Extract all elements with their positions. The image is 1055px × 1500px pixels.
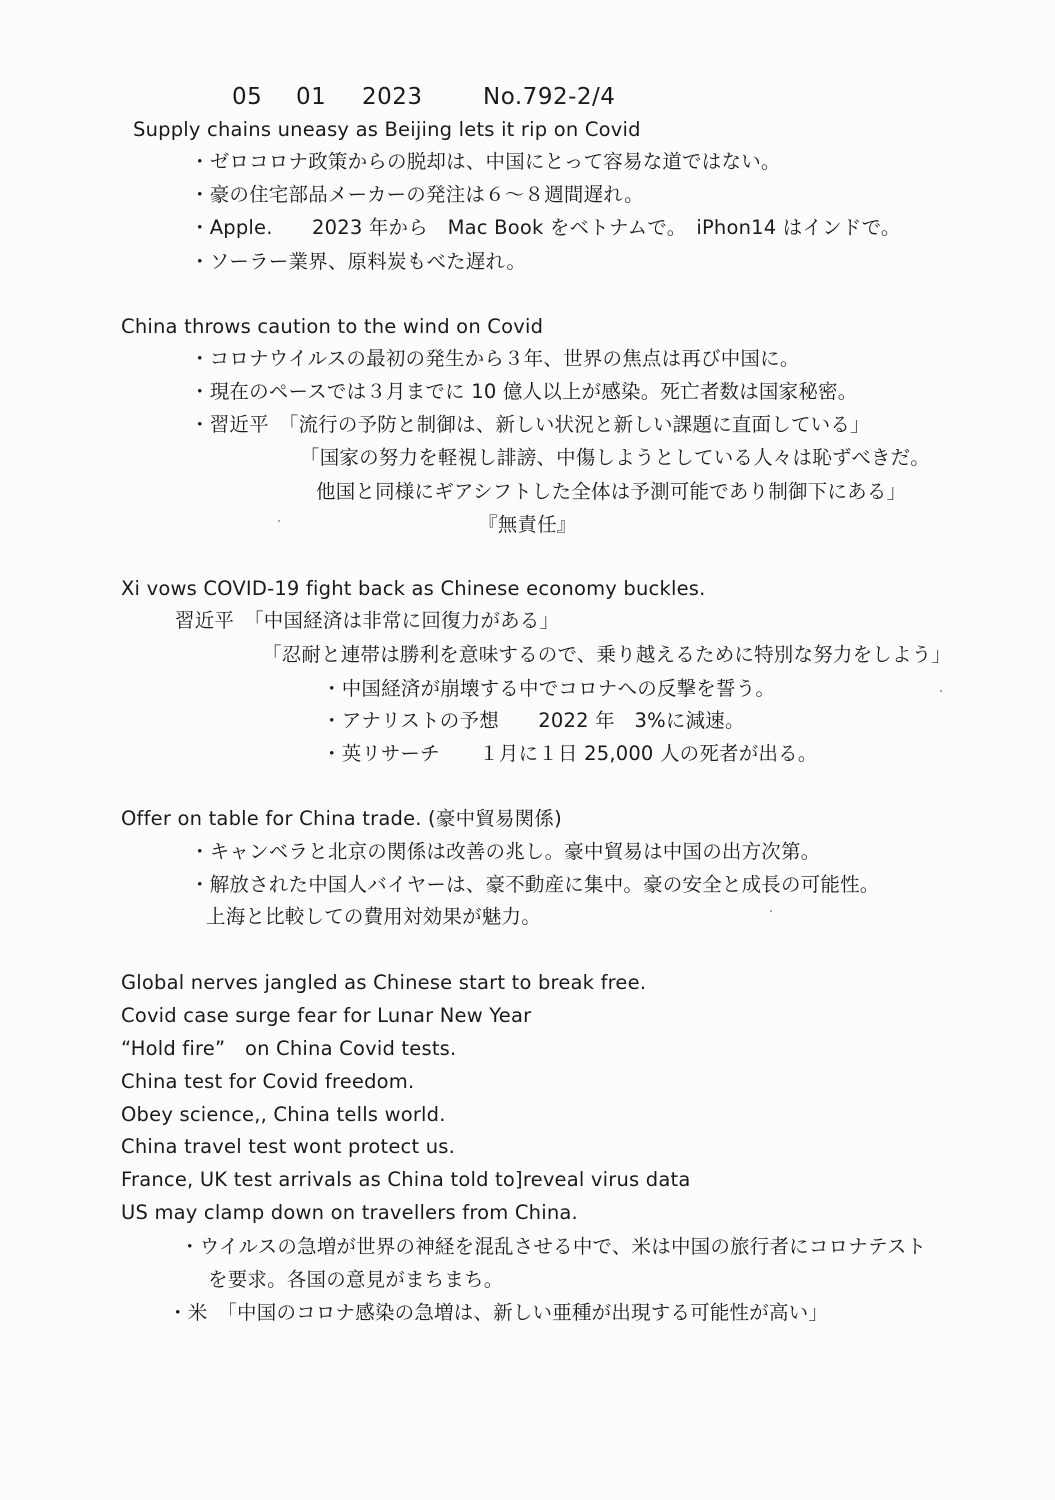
headline: Global nerves jangled as Chinese start to break free. (121, 971, 647, 994)
scan-speck (940, 690, 942, 692)
headline: Covid case surge fear for Lunar New Year (121, 1004, 532, 1027)
bullet-line: ・Apple. 2023 年から Mac Book をベトナムで。 iPhon14 はインドで。 (190, 216, 901, 239)
section-title: Xi vows COVID-19 fight back as Chinese economy buckles. (121, 577, 706, 600)
headline: “Hold fire” on China Covid tests. (121, 1037, 457, 1060)
bullet-line: 上海と比較しての費用対効果が魅力。 (206, 905, 541, 928)
bullet-line: ・アナリストの予想 2022 年 3%に減速。 (322, 709, 745, 732)
section-title: Offer on table for China trade. (豪中貿易関係) (121, 807, 562, 830)
bullet-line: ・習近平 「流行の予防と制御は、新しい状況と新しい課題に直面している」 (190, 413, 870, 436)
header-day: 05 (232, 84, 263, 110)
bullet-line: ・キャンベラと北京の関係は改善の兆し。豪中貿易は中国の出方次第。 (190, 840, 821, 863)
section-title: Supply chains uneasy as Beijing lets it rip on Covid (133, 118, 641, 141)
headline: China travel test wont protect us. (121, 1135, 456, 1158)
header-year: 2023 (362, 84, 423, 110)
headline: China test for Covid freedom. (121, 1070, 415, 1093)
header-number: No.792-2/4 (483, 84, 616, 110)
headline: France, UK test arrivals as China told to]reveal virus data (121, 1168, 691, 1191)
scan-speck (278, 520, 280, 522)
quote-line: 「忍耐と連帯は勝利を意味するので、乗り越えるために特別な努力をしよう」 (262, 643, 952, 666)
bullet-line: ・英リサーチ １月に１日 25,000 人の死者が出る。 (322, 742, 818, 765)
bullet-line: を要求。各国の意見がまちまち。 (208, 1268, 504, 1291)
bullet-line: ・ソーラー業界、原料炭もべた遅れ。 (190, 250, 527, 273)
bullet-line: ・ウイルスの急増が世界の神経を混乱させる中で、米は中国の旅行者にコロナテスト (180, 1235, 927, 1258)
headline: US may clamp down on travellers from China. (121, 1201, 578, 1224)
header-month: 01 (296, 84, 327, 110)
quote-line: 「国家の努力を軽視し誹謗、中傷しようとしている人々は恥ずべきだ。 (300, 446, 931, 469)
headline: Obey science,, China tells world. (121, 1103, 446, 1126)
bullet-line: ・中国経済が崩壊する中でコロナへの反撃を誓う。 (322, 677, 776, 700)
bullet-line: ・解放された中国人バイヤーは、豪不動産に集中。豪の安全と成長の可能性。 (190, 873, 880, 896)
quote-line: 習近平 「中国経済は非常に回復力がある」 (175, 609, 560, 632)
quote-line: 『無責任』 (478, 513, 577, 536)
section-title: China throws caution to the wind on Covid (121, 315, 544, 338)
bullet-line: ・ゼロコロナ政策からの脱却は、中国にとって容易な道ではない。 (190, 150, 781, 173)
quote-line: 他国と同様にギアシフトした全体は予測可能であり制御下にある」 (316, 480, 907, 503)
bullet-line: ・現在のペースでは３月までに 10 億人以上が感染。死亡者数は国家秘密。 (190, 380, 858, 403)
scan-speck (770, 910, 772, 912)
bullet-line: ・米 「中国のコロナ感染の急増は、新しい亜種が出現する可能性が高い」 (168, 1301, 829, 1324)
bullet-line: ・コロナウイルスの最初の発生から３年、世界の焦点は再び中国に。 (190, 347, 800, 370)
bullet-line: ・豪の住宅部品メーカーの発注は６～８週間遅れ。 (190, 183, 644, 206)
